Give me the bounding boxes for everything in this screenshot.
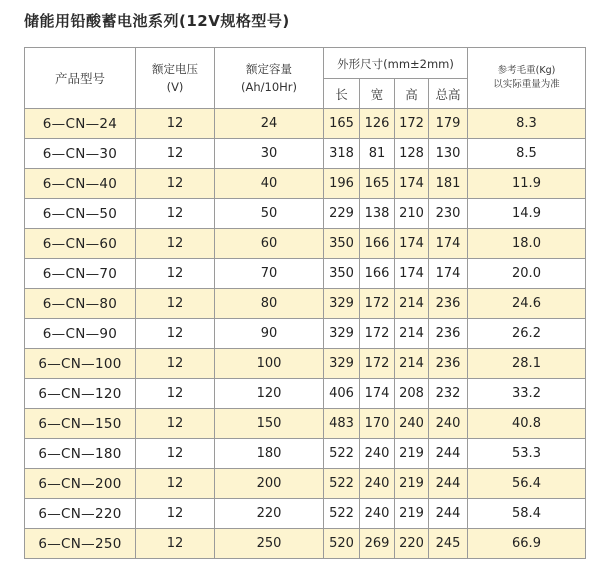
cell-height: 208 (395, 379, 429, 409)
cell-capacity: 24 (215, 109, 324, 139)
cell-total-height: 130 (429, 139, 468, 169)
header-voltage (136, 48, 215, 109)
table-row (25, 499, 586, 529)
cell-weight: 18.0 (468, 229, 586, 259)
table-row (25, 289, 586, 319)
cell-voltage: 12 (136, 499, 215, 529)
cell-width: 172 (360, 289, 395, 319)
table-row (25, 139, 586, 169)
cell-voltage: 12 (136, 289, 215, 319)
cell-total-height: 232 (429, 379, 468, 409)
cell-total-height: 236 (429, 319, 468, 349)
cell-width: 174 (360, 379, 395, 409)
cell-width: 240 (360, 469, 395, 499)
cell-model: 6—CN—220 (25, 499, 136, 529)
cell-width: 81 (360, 139, 395, 169)
page-title: 储能用铅酸蓄电池系列(12V规格型号) (24, 12, 290, 30)
header-dimensions (324, 48, 468, 79)
cell-width: 172 (360, 349, 395, 379)
cell-total-height: 244 (429, 439, 468, 469)
cell-model: 6—CN—60 (25, 229, 136, 259)
cell-model: 6—CN—150 (25, 409, 136, 439)
header-capacity (215, 48, 324, 109)
cell-weight: 56.4 (468, 469, 586, 499)
cell-length: 406 (324, 379, 360, 409)
header-total-height: 总高 (429, 79, 468, 109)
cell-weight: 8.3 (468, 109, 586, 139)
cell-length: 165 (324, 109, 360, 139)
cell-model: 6—CN—250 (25, 529, 136, 559)
cell-voltage: 12 (136, 319, 215, 349)
cell-width: 269 (360, 529, 395, 559)
cell-model: 6—CN—100 (25, 349, 136, 379)
table-row (25, 229, 586, 259)
table-row (25, 199, 586, 229)
cell-weight: 66.9 (468, 529, 586, 559)
cell-height: 172 (395, 109, 429, 139)
cell-height: 174 (395, 229, 429, 259)
cell-voltage: 12 (136, 529, 215, 559)
cell-voltage: 12 (136, 259, 215, 289)
cell-weight: 40.8 (468, 409, 586, 439)
cell-height: 219 (395, 439, 429, 469)
header-weight (468, 48, 586, 109)
cell-height: 174 (395, 259, 429, 289)
cell-height: 174 (395, 169, 429, 199)
cell-voltage: 12 (136, 349, 215, 379)
cell-length: 350 (324, 259, 360, 289)
spec-table (24, 47, 586, 559)
cell-height: 214 (395, 349, 429, 379)
cell-capacity: 200 (215, 469, 324, 499)
cell-length: 483 (324, 409, 360, 439)
cell-voltage: 12 (136, 199, 215, 229)
cell-capacity: 220 (215, 499, 324, 529)
cell-length: 522 (324, 439, 360, 469)
cell-total-height: 245 (429, 529, 468, 559)
cell-weight: 11.9 (468, 169, 586, 199)
cell-total-height: 230 (429, 199, 468, 229)
cell-weight: 28.1 (468, 349, 586, 379)
cell-total-height: 174 (429, 229, 468, 259)
cell-voltage: 12 (136, 109, 215, 139)
cell-total-height: 236 (429, 289, 468, 319)
table-row (25, 319, 586, 349)
cell-width: 240 (360, 439, 395, 469)
cell-voltage: 12 (136, 409, 215, 439)
cell-capacity: 40 (215, 169, 324, 199)
cell-total-height: 174 (429, 259, 468, 289)
cell-length: 522 (324, 469, 360, 499)
cell-width: 126 (360, 109, 395, 139)
header-row-main (25, 48, 586, 79)
table-header (25, 48, 586, 109)
cell-length: 329 (324, 289, 360, 319)
cell-total-height: 244 (429, 469, 468, 499)
cell-capacity: 30 (215, 139, 324, 169)
cell-capacity: 150 (215, 409, 324, 439)
cell-capacity: 120 (215, 379, 324, 409)
table-row (25, 469, 586, 499)
table-row (25, 409, 586, 439)
cell-capacity: 60 (215, 229, 324, 259)
cell-total-height: 179 (429, 109, 468, 139)
table-row (25, 169, 586, 199)
cell-width: 166 (360, 259, 395, 289)
header-voltage-label: 额定电压 (152, 62, 198, 76)
cell-total-height: 236 (429, 349, 468, 379)
cell-length: 520 (324, 529, 360, 559)
cell-height: 240 (395, 409, 429, 439)
cell-model: 6—CN—180 (25, 439, 136, 469)
table-row (25, 439, 586, 469)
cell-height: 128 (395, 139, 429, 169)
cell-length: 318 (324, 139, 360, 169)
cell-model: 6—CN—70 (25, 259, 136, 289)
cell-voltage: 12 (136, 169, 215, 199)
cell-capacity: 70 (215, 259, 324, 289)
cell-model: 6—CN—90 (25, 319, 136, 349)
cell-total-height: 244 (429, 499, 468, 529)
header-dimensions-label: 外形尺寸(mm±2mm) (337, 57, 454, 71)
cell-model: 6—CN—80 (25, 289, 136, 319)
table-row (25, 259, 586, 289)
cell-capacity: 250 (215, 529, 324, 559)
cell-model: 6—CN—24 (25, 109, 136, 139)
cell-model: 6—CN—30 (25, 139, 136, 169)
cell-weight: 14.9 (468, 199, 586, 229)
cell-length: 350 (324, 229, 360, 259)
cell-height: 219 (395, 469, 429, 499)
header-capacity-unit: (Ah/10Hr) (240, 80, 297, 94)
cell-width: 170 (360, 409, 395, 439)
cell-voltage: 12 (136, 139, 215, 169)
cell-width: 138 (360, 199, 395, 229)
cell-capacity: 180 (215, 439, 324, 469)
cell-weight: 20.0 (468, 259, 586, 289)
cell-model: 6—CN—50 (25, 199, 136, 229)
cell-length: 229 (324, 199, 360, 229)
cell-voltage: 12 (136, 469, 215, 499)
header-capacity-label: 额定容量 (246, 62, 292, 76)
cell-length: 329 (324, 319, 360, 349)
cell-voltage: 12 (136, 379, 215, 409)
header-voltage-unit: (V) (166, 80, 184, 94)
table-row (25, 109, 586, 139)
cell-width: 172 (360, 319, 395, 349)
header-weight-label: 参考毛重(Kg) (497, 65, 556, 76)
header-height: 高 (395, 79, 429, 109)
cell-capacity: 80 (215, 289, 324, 319)
table-row (25, 349, 586, 379)
cell-height: 219 (395, 499, 429, 529)
cell-weight: 58.4 (468, 499, 586, 529)
cell-voltage: 12 (136, 229, 215, 259)
cell-model: 6—CN—40 (25, 169, 136, 199)
cell-model: 6—CN—120 (25, 379, 136, 409)
cell-width: 166 (360, 229, 395, 259)
cell-width: 165 (360, 169, 395, 199)
cell-length: 522 (324, 499, 360, 529)
cell-weight: 24.6 (468, 289, 586, 319)
cell-height: 214 (395, 319, 429, 349)
header-model-label: 产品型号 (54, 71, 105, 86)
cell-model: 6—CN—200 (25, 469, 136, 499)
cell-weight: 53.3 (468, 439, 586, 469)
cell-capacity: 50 (215, 199, 324, 229)
header-weight-note: 以实际重量为准 (493, 79, 560, 90)
cell-voltage: 12 (136, 439, 215, 469)
cell-height: 214 (395, 289, 429, 319)
cell-capacity: 90 (215, 319, 324, 349)
cell-weight: 26.2 (468, 319, 586, 349)
table-body (25, 109, 586, 559)
cell-width: 240 (360, 499, 395, 529)
table-row (25, 529, 586, 559)
table-row (25, 379, 586, 409)
cell-weight: 33.2 (468, 379, 586, 409)
cell-height: 210 (395, 199, 429, 229)
cell-height: 220 (395, 529, 429, 559)
cell-total-height: 181 (429, 169, 468, 199)
header-model (25, 48, 136, 109)
cell-length: 329 (324, 349, 360, 379)
header-length: 长 (324, 79, 360, 109)
cell-length: 196 (324, 169, 360, 199)
header-width: 宽 (360, 79, 395, 109)
cell-total-height: 240 (429, 409, 468, 439)
cell-weight: 8.5 (468, 139, 586, 169)
cell-capacity: 100 (215, 349, 324, 379)
